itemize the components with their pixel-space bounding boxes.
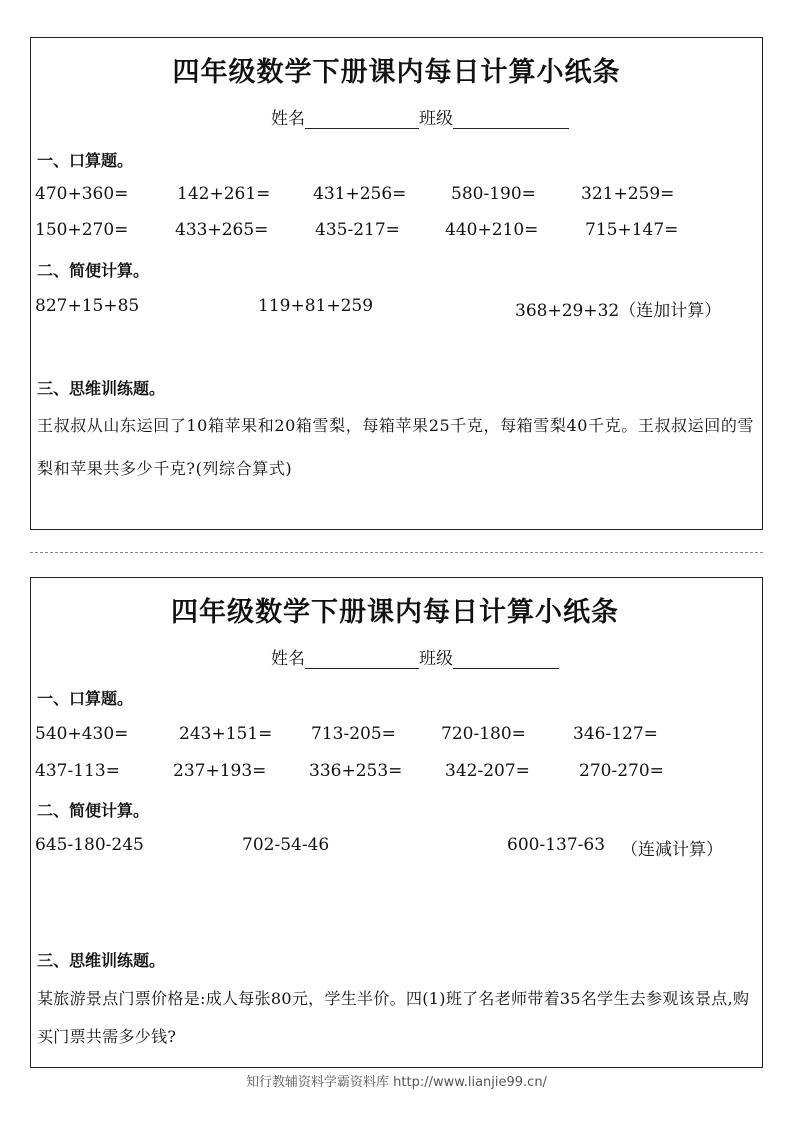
oral-problem: 470+360=	[35, 184, 129, 204]
section-oral-heading: 一、口算题。	[37, 689, 134, 708]
footer-watermark: 知行教辅资料学霸资料库 http://www.lianjie99.cn/	[246, 1075, 547, 1090]
class-blank[interactable]	[453, 108, 569, 129]
oral-problem: 440+210=	[445, 220, 539, 240]
simple-problem: 368+29+32（连加计算）	[515, 301, 722, 321]
class-blank[interactable]	[453, 648, 559, 669]
oral-problem: 336+253=	[309, 761, 403, 781]
class-label: 班级	[419, 649, 453, 669]
word-problem: 某旅游景点门票价格是:成人每张80元，学生半价。四(1)班了名老师带着35名学生去参观该景点,购买门票共需多少钱?	[37, 989, 750, 1046]
cut-line	[30, 552, 763, 553]
oral-problem: 433+265=	[175, 220, 269, 240]
simple-problem: 645-180-245	[35, 835, 144, 855]
name-blank[interactable]	[305, 108, 419, 129]
oral-problem: 435-217=	[315, 220, 400, 240]
oral-problem: 150+270=	[35, 220, 129, 240]
section-simple-heading: 二、简便计算。	[37, 261, 150, 280]
class-label: 班级	[419, 109, 453, 129]
simple-problem: 600-137-63	[507, 835, 606, 855]
oral-problem: 713-205=	[311, 724, 396, 744]
worksheet-title: 四年级数学下册课内每日计算小纸条	[171, 597, 619, 628]
oral-problem: 580-190=	[451, 184, 536, 204]
worksheet-card-1	[30, 37, 763, 530]
name-label: 姓名	[271, 109, 305, 129]
worksheet-title: 四年级数学下册课内每日计算小纸条	[172, 57, 621, 88]
oral-problem: 431+256=	[313, 184, 407, 204]
oral-problem: 715+147=	[585, 220, 679, 240]
oral-problem: 720-180=	[441, 724, 526, 744]
name-blank[interactable]	[305, 648, 419, 669]
simple-problem: 702-54-46	[242, 835, 330, 855]
oral-problem: 243+151=	[179, 724, 273, 744]
name-label: 姓名	[271, 649, 305, 669]
oral-problem: 342-207=	[445, 761, 530, 781]
oral-problem: 270-270=	[579, 761, 664, 781]
simple-problem: 119+81+259	[258, 296, 374, 316]
oral-problem: 540+430=	[35, 724, 129, 744]
oral-problem: 142+261=	[177, 184, 271, 204]
oral-problem: 346-127=	[573, 724, 658, 744]
oral-problem: 321+259=	[581, 184, 675, 204]
section-oral-heading: 一、口算题。	[37, 151, 134, 170]
oral-problem: 237+193=	[173, 761, 267, 781]
section-thinking-heading: 三、思维训练题。	[37, 379, 166, 398]
word-problem: 王叔叔从山东运回了10箱苹果和20箱雪梨，每箱苹果25千克，每箱雪梨40千克。王叔叔运回的雪梨和苹果共多少千克?(列综合算式)	[37, 416, 755, 478]
worksheet-card-2	[30, 577, 763, 1068]
simple-problem: 827+15+85	[35, 296, 140, 316]
section-thinking-heading: 三、思维训练题。	[37, 951, 166, 970]
section-simple-heading: 二、简便计算。	[37, 801, 150, 820]
oral-problem: 437-113=	[35, 761, 120, 781]
simple-problem-note: （连减计算）	[621, 840, 723, 860]
